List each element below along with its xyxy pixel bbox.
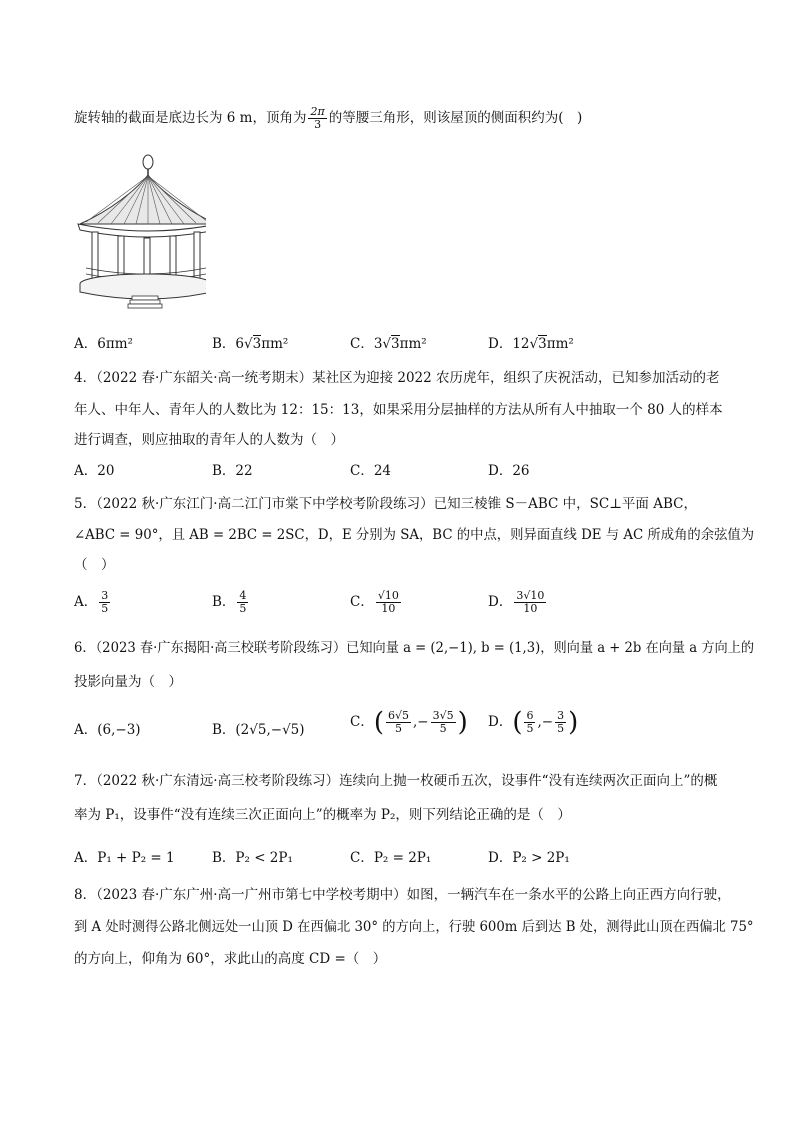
q5-option-c[interactable]: C． $\frac{√10}{10}$ [350, 589, 399, 615]
q3-stem [74, 106, 582, 131]
q6-option-b[interactable]: B．(2√5,−√5) [212, 722, 305, 738]
q5-option-a[interactable]: A． $\frac{3}{5}$ [74, 589, 109, 615]
q7-option-a[interactable]: A．P₁ + P₂ = 1 [74, 850, 175, 866]
q7-line-2: 率为 P₁，设事件“没有连续三次正面向上”的概率为 P₂，则下列结论正确的是（ ） [74, 807, 571, 823]
q5-line-2: ∠ABC = 90°，且 AB = 2BC = 2SC，D，E 分别为 SA，BC 的中点，则异面直线 DE 与 AC 所成角的余弦值为 [74, 527, 755, 543]
q6-line-1: 6．（2023 春·广东揭阳·高三校联考阶段练习）已知向量 a = (2,−1), b = (1,3)，则向量 a + 2b 在向量 a 方向上的 [74, 640, 755, 656]
q6-option-c[interactable]: C．( $\frac{6√5}{5}$ ,− $\frac{3√5}{5}$ ) [350, 707, 468, 738]
pavilion-figure [76, 150, 206, 315]
q5-line-3: （ ） [74, 557, 115, 573]
q8-line-1: 8．（2023 春·广东广州·高一广州市第七中学校考期中）如图，一辆汽车在一条水平的公路上向正西方向行驶， [74, 887, 731, 903]
q7-option-b[interactable]: B．P₂ < 2P₁ [212, 850, 293, 866]
q6-line-2: 投影向量为（ ） [74, 674, 182, 690]
q3-stem-part1: 旋转轴的截面是底边长为 6 m，顶角为 [74, 110, 307, 126]
q4-line-2: 年人、中年人、青年人的人数比为 12：15：13，如果采用分层抽样的方法从所有人中抽取一个 80 人的样本 [74, 402, 723, 418]
q4-option-c[interactable]: C．24 [350, 463, 392, 479]
q5-option-d[interactable]: D． $\frac{3√10}{10}$ [488, 589, 545, 615]
q3-option-b[interactable]: B．6√3πm² [212, 336, 289, 352]
q3-option-a[interactable]: A．6πm² [74, 336, 133, 352]
q8-line-3: 的方向上，仰角为 60°，求此山的高度 CD =（ ） [74, 951, 387, 967]
q6-option-d[interactable]: D．( $\frac{6}{5}$ ,− $\frac{3}{5}$ ) [488, 707, 579, 738]
q3-option-c[interactable]: C．3√3πm² [350, 336, 427, 352]
q3-option-d[interactable]: D．12√3πm² [488, 336, 574, 352]
q6-option-a[interactable]: A．(6,−3) [74, 722, 141, 738]
q7-option-d[interactable]: D．P₂ > 2P₁ [488, 850, 570, 866]
q4-option-d[interactable]: D．26 [488, 463, 530, 479]
q3-angle-fraction: $\frac{2\pi}{3}$ [310, 105, 325, 131]
q4-option-b[interactable]: B．22 [212, 463, 253, 479]
q4-line-1: 4．（2022 春·广东韶关·高一统考期末）某社区为迎接 2022 农历虎年，组织了庆祝活动，已知参加活动的老 [74, 370, 720, 386]
q7-line-1: 7．（2022 秋·广东清远·高三校考阶段练习）连续向上抛一枚硬币五次，设事件“没有连续两次正面向上”的概 [74, 773, 718, 789]
q3-stem-part2: 的等腰三角形，则该屋顶的侧面积约为( ) [328, 110, 583, 126]
q4-option-a[interactable]: A．20 [74, 463, 115, 479]
q5-option-b[interactable]: B． $\frac{4}{5}$ [212, 589, 247, 615]
q8-line-2: 到 A 处时测得公路北侧远处一山顶 D 在西偏北 30° 的方向上，行驶 600m 后到达 B 处，测得此山顶在西偏北 75° [74, 919, 754, 935]
q7-option-c[interactable]: C．P₂ = 2P₁ [350, 850, 432, 866]
q5-line-1: 5．（2022 秋·广东江门·高二江门市棠下中学校考阶段练习）已知三棱锥 S－ABC 中，SC⊥平面 ABC， [74, 496, 697, 512]
q4-line-3: 进行调查，则应抽取的青年人的人数为（ ） [74, 432, 344, 448]
